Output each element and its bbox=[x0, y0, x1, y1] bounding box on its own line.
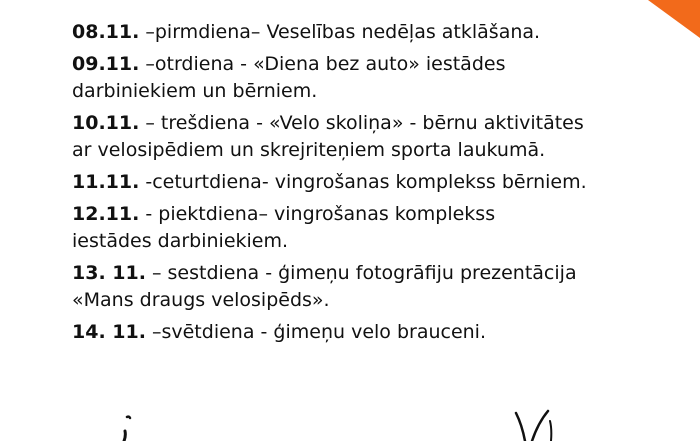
schedule-entry bbox=[72, 19, 692, 46]
entry-text-continued: «Mans draugs velosipēds». bbox=[72, 289, 330, 311]
entry-date: 13. 11. bbox=[72, 262, 146, 284]
entry-text: -ceturtdiena- vingrošanas komplekss bērniem. bbox=[139, 171, 587, 193]
schedule-entry bbox=[72, 260, 692, 314]
entry-date: 09.11. bbox=[72, 53, 140, 75]
entry-text-continued: ar velosipēdiem un skrejriteņiem sporta laukumā. bbox=[72, 139, 546, 161]
schedule-entry bbox=[72, 51, 692, 105]
entry-date: 12.11. bbox=[72, 203, 140, 225]
entry-date: 14. 11. bbox=[72, 321, 146, 343]
entry-date: 10.11. bbox=[72, 112, 140, 134]
entry-text-continued: darbiniekiem un bērniem. bbox=[72, 80, 318, 102]
entry-text-continued: iestādes darbiniekiem. bbox=[72, 230, 289, 252]
entry-text: - piektdiena– vingrošanas komplekss bbox=[139, 203, 496, 225]
schedule-entry bbox=[72, 319, 692, 346]
drawing-stroke-left bbox=[118, 411, 138, 441]
entry-date: 08.11. bbox=[72, 21, 140, 43]
entry-text: – sestdiena - ģimeņu fotogrāfiju prezentācija bbox=[145, 262, 577, 284]
entry-text: –svētdiena - ģimeņu velo brauceni. bbox=[145, 321, 486, 343]
schedule-entry bbox=[72, 110, 692, 164]
weekly-schedule bbox=[72, 19, 692, 351]
entry-text: –pirmdiena– Veselības nedēļas atklāšana. bbox=[139, 21, 541, 43]
entry-text: –otrdiena - «Diena bez auto» iestādes bbox=[139, 53, 506, 75]
drawing-stroke-right bbox=[512, 407, 556, 441]
entry-text: – trešdiena - «Velo skoliņa» - bērnu aktivitātes bbox=[139, 112, 584, 134]
schedule-entry bbox=[72, 201, 692, 255]
schedule-entry bbox=[72, 169, 692, 196]
entry-date: 11.11. bbox=[72, 171, 140, 193]
